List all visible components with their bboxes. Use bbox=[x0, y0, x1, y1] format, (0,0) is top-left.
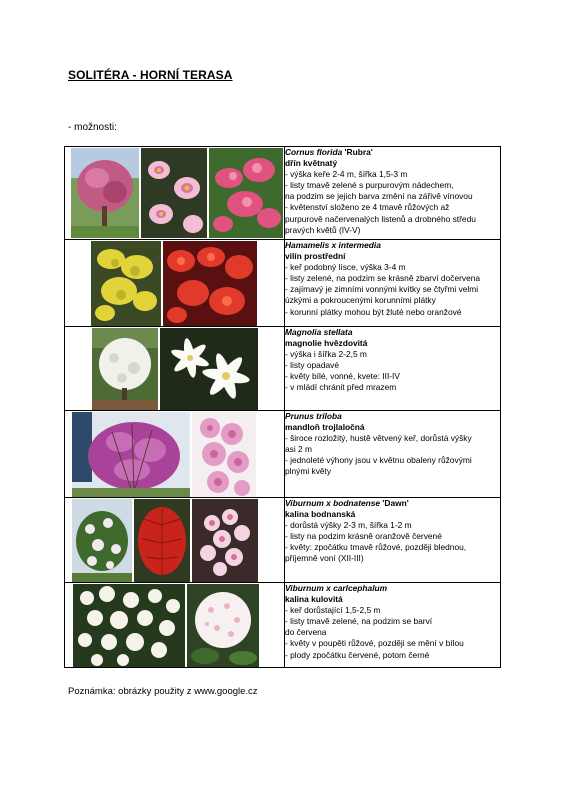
table-row bbox=[65, 498, 501, 583]
plant-detail: - korunní plátky mohou být žluté nebo oranžové bbox=[285, 306, 462, 317]
plant-latin-name: Viburnum x bodnatense bbox=[285, 498, 381, 508]
photo-pink-blossoms bbox=[209, 148, 283, 238]
page-title: SOLITÉRA - HORNÍ TERASA bbox=[68, 68, 233, 82]
photo-yellow-witch-hazel bbox=[91, 241, 161, 326]
photo-cell bbox=[65, 240, 285, 327]
plant-detail: - jednoleté výhony jsou v květnu obaleny růžovými bbox=[285, 455, 472, 466]
photo-white-magnolia-shrub bbox=[92, 328, 158, 410]
plant-latin-name: Prunus triloba bbox=[285, 411, 342, 421]
photo-cell bbox=[65, 411, 285, 498]
plant-detail: - listy tmavě zelené, na podzim se barví bbox=[285, 616, 433, 627]
plant-description bbox=[285, 240, 501, 327]
plant-detail: - výška keře 2-4 m, šířka 1,5-3 m bbox=[285, 169, 408, 180]
photo-cell bbox=[65, 327, 285, 411]
photo-white-viburnum-shrub bbox=[73, 584, 185, 667]
plant-detail: příjemně voní (XII-III) bbox=[285, 553, 364, 564]
plants-table bbox=[64, 146, 501, 668]
plant-common-name: mandloň trojlaločná bbox=[285, 422, 365, 433]
plant-detail: - zajímavý je zimními vonnými kvítky se čtyřmi velmi bbox=[285, 284, 479, 295]
photo-flowering-tree bbox=[71, 148, 139, 238]
table-row bbox=[65, 327, 501, 411]
plant-detail: asi 2 m bbox=[285, 444, 312, 455]
plant-common-name: vilín prostřední bbox=[285, 251, 346, 262]
plant-detail: - květenství složeno ze 4 tmavě růžových až bbox=[285, 202, 450, 213]
plant-description bbox=[285, 498, 501, 583]
photo-cell bbox=[65, 147, 285, 240]
plant-description bbox=[285, 327, 501, 411]
photo-cell bbox=[65, 498, 285, 583]
photo-pink-dogwood-flowers bbox=[141, 148, 207, 238]
plant-description bbox=[285, 583, 501, 668]
plant-detail: - plody zpočátku červené, potom černé bbox=[285, 649, 430, 660]
photo-pink-viburnum-flowers bbox=[192, 499, 258, 582]
footnote: Poznámka: obrázky použity z www.google.cz bbox=[68, 686, 258, 697]
plant-latin-name: Cornus florida bbox=[285, 147, 343, 157]
table-row bbox=[65, 583, 501, 668]
plant-common-name: dřín květnatý bbox=[285, 158, 338, 169]
plant-detail: do červena bbox=[285, 627, 327, 638]
plant-latin-name: Viburnum x carlcephalum bbox=[285, 583, 388, 593]
plant-latin-name: Hamamelis x intermedia bbox=[285, 240, 381, 250]
plant-description bbox=[285, 411, 501, 498]
table-row bbox=[65, 411, 501, 498]
plant-detail: - keř dorůstající 1,5-2,5 m bbox=[285, 605, 381, 616]
plant-detail: - květy v poupěti růžové, později se mění v bílou bbox=[285, 638, 464, 649]
plant-detail: - květy: zpočátku tmavě růžové, později blednou, bbox=[285, 542, 467, 553]
photo-viburnum-shrub bbox=[72, 499, 132, 582]
plant-detail: - široce rozložitý, hustě větvený keř, dorůstá výšky bbox=[285, 433, 472, 444]
photo-star-magnolia-flowers bbox=[160, 328, 258, 410]
plant-common-name: kalina kulovitá bbox=[285, 594, 343, 605]
plant-common-name: kalina bodnanská bbox=[285, 509, 356, 520]
plant-detail: purpurově načervenalých listenů a drobného středu bbox=[285, 213, 476, 224]
plant-detail: - dorůstá výšky 2-3 m, šířka 1-2 m bbox=[285, 520, 412, 531]
plant-detail: plnými květy bbox=[285, 466, 332, 477]
plant-description bbox=[285, 147, 501, 240]
plant-detail: - v mládí chránit před mrazem bbox=[285, 382, 397, 393]
plant-latin-name: Magnolia stellata bbox=[285, 327, 353, 337]
plant-detail: na podzim se jejich barva změní na zářivě vínovou bbox=[285, 191, 473, 202]
intro-text: - možnosti: bbox=[68, 122, 117, 133]
plant-detail: - listy zelené, na podzim se krásně zbarví dočervena bbox=[285, 273, 481, 284]
plant-detail: - květy bílé, vonné, kvete: III-IV bbox=[285, 371, 400, 382]
table-row bbox=[65, 147, 501, 240]
table-row bbox=[65, 240, 501, 327]
plant-detail: úzkými a pokroucenými korunními plátky bbox=[285, 295, 436, 306]
photo-pink-double-flowers bbox=[192, 412, 256, 497]
plant-detail: pravých květů (IV-V) bbox=[285, 224, 361, 235]
plant-detail: - výška i šířka 2-2,5 m bbox=[285, 349, 367, 360]
photo-cell bbox=[65, 583, 285, 668]
photo-red-autumn-leaf bbox=[134, 499, 190, 582]
photo-white-viburnum-flower-ball bbox=[187, 584, 259, 667]
plant-detail: - listy na podzim krásně oranžově červené bbox=[285, 531, 442, 542]
plant-cultivar: 'Rubra' bbox=[342, 147, 373, 157]
plant-detail: - listy opadavé bbox=[285, 360, 339, 371]
photo-red-witch-hazel bbox=[163, 241, 257, 326]
plant-common-name: magnolie hvězdovitá bbox=[285, 338, 368, 349]
plant-detail: - listy tmavě zelené s purpurovým nádechem, bbox=[285, 180, 454, 191]
plant-cultivar: 'Dawn' bbox=[380, 498, 409, 508]
plant-detail: - keř podobný lísce, výška 3-4 m bbox=[285, 262, 406, 273]
photo-pink-almond-shrub bbox=[72, 412, 190, 497]
